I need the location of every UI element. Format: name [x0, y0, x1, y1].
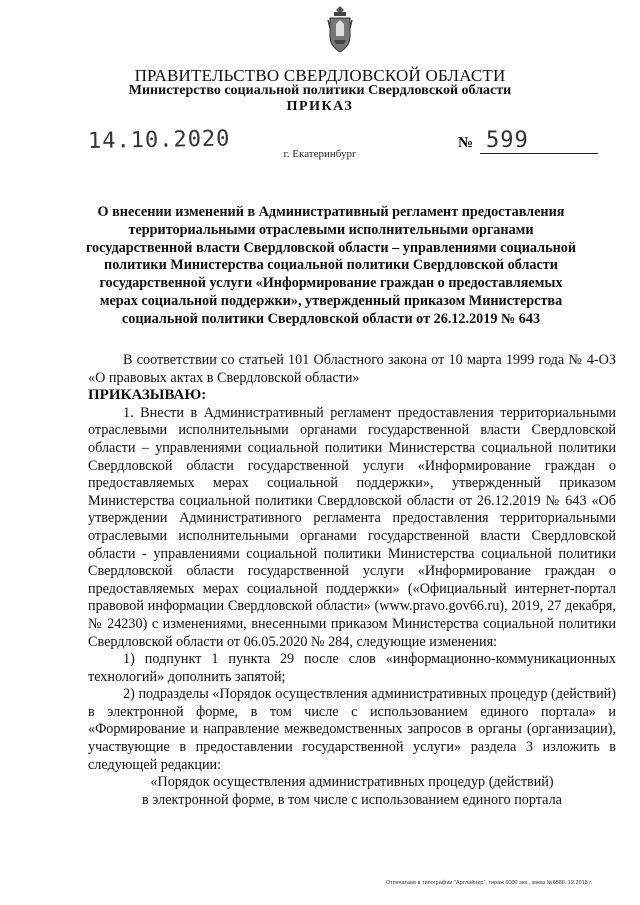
city: г. Екатеринбург: [283, 148, 357, 160]
number-label: №: [458, 135, 474, 151]
government-name: ПРАВИТЕЛЬСТВО СВЕРДЛОВСКОЙ ОБЛАСТИ: [134, 66, 506, 85]
order-body: [88, 352, 616, 809]
handwritten-date: 14.10.2020: [87, 126, 231, 155]
order-title: О внесении изменений в Административный регламент предоставления территориальными отраслевыми исполнительными органами государственной власти Свердловской области – управлениями социальной политики Министерства социальной политики Свердловской области государственной услуги «Информирование граждан о предоставляемых мерах социальной поддержки», утвержденный приказом Министерства социальной политики Свердловской области от 26.12.2019 № 643: [85, 204, 577, 327]
coat-of-arms-icon: [326, 6, 354, 54]
print-note: Отпечатано в типографии "Артлайнер", тираж 6000 экз., заказ №6586. 12.2018 г.: [386, 880, 593, 886]
ministry-name: Министерство социальной политики Свердловской области: [128, 83, 512, 98]
preamble: В соответствии со статьей 101 Областного закона от 10 марта 1999 года № 4-ОЗ «О правовых актах в Свердловской области»: [88, 352, 616, 386]
item-1: 1. Внести в Административный регламент предоставления территориальными отраслевыми исполнительными органами государственной власти Свердловской области – управлениями социальной политики Министерства социальной политики Свердловской области государственной услуги «Информирование граждан о предоставляемых мерах социальной поддержки», утвержденный приказом Министерства социальной политики Свердловской области от 26.12.2019 № 643 «Об утверждении Административного регламента предоставления территориальными отраслевыми исполнительными органами государственной власти Свердловской области - управлениями социальной политики Министерства социальной политики Свердловской области государственной услуги «Информирование граждан о предоставляемых мерах социальной поддержки» («Официальный интернет-портал правовой информации Свердловской области» (www.pravo.gov66.ru), 2019, 27 декабря, № 24230) с изменениями, внесенными приказом Министерства социальной политики Свердловской области от 06.05.2020 № 284, следующие изменения:: [88, 404, 616, 650]
subitem-2: 2) подразделы «Порядок осуществления административных процедур (действий) в электронной форме, в том числе с использованием единого портала» и «Формирование и направление межведомственных запросов в органы (организации), участвующие в предоставлении государственной услуги» раздела 3 изложить в следующей редакции:: [88, 686, 616, 773]
handwritten-number: 599: [486, 128, 529, 153]
subitem-1: 1) подпункт 1 пункта 29 после слов «информационно-коммуникационных технологий» дополнить запятой;: [88, 651, 616, 685]
quote-line-1: «Порядок осуществления административных процедур (действий): [150, 774, 554, 791]
document-type: ПРИКАЗ: [286, 99, 354, 114]
order-word: ПРИКАЗЫВАЮ:: [88, 387, 207, 404]
quote-line-2: в электронной форме, в том числе с использованием единого портала: [142, 791, 562, 808]
